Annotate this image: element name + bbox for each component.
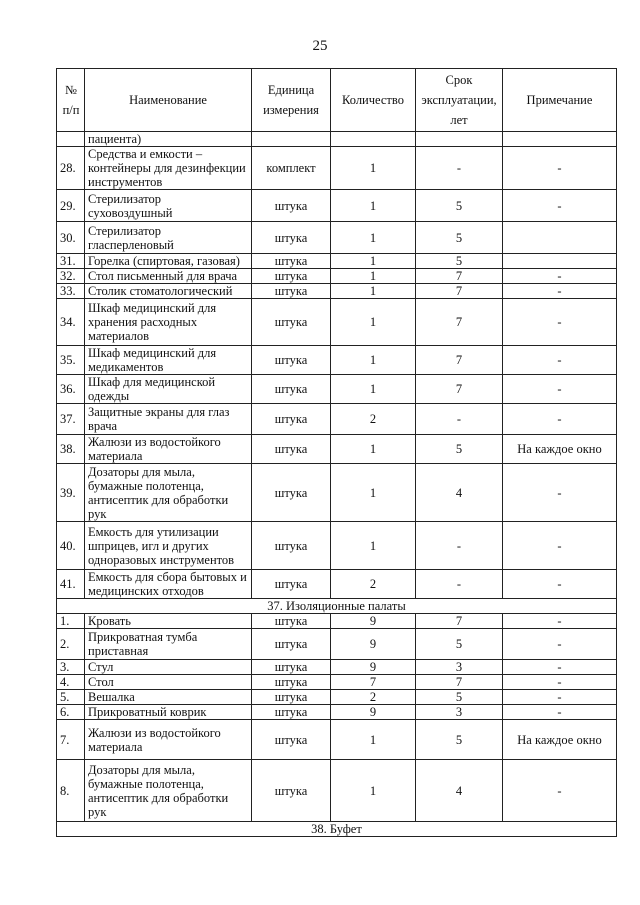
row-name: Стерилизатор гласперленовый — [85, 222, 252, 254]
row-num: 5. — [57, 690, 85, 705]
table-row — [57, 375, 617, 404]
table-row — [57, 299, 617, 346]
row-name: Средства и емкости – контейнеры для дезинфекции инструментов — [85, 147, 252, 190]
row-name: Емкость для сбора бытовых и медицинских отходов — [85, 570, 252, 599]
row-unit: штука — [252, 570, 331, 599]
row-life: 7 — [416, 269, 503, 284]
row-qty: 1 — [331, 346, 416, 375]
row-num: 41. — [57, 570, 85, 599]
row-qty: 9 — [331, 705, 416, 720]
row-life: 7 — [416, 375, 503, 404]
table-row — [57, 760, 617, 822]
row-life: - — [416, 570, 503, 599]
row-unit: штука — [252, 705, 331, 720]
row-qty: 1 — [331, 464, 416, 522]
row-name: Прикроватная тумба приставная — [85, 629, 252, 660]
row-note — [503, 222, 617, 254]
row-name: Емкость для утилизации шприцев, игл и других одноразовых инструментов — [85, 522, 252, 570]
row-qty: 9 — [331, 614, 416, 629]
row-num: 1. — [57, 614, 85, 629]
row-note: - — [503, 522, 617, 570]
row-note: - — [503, 629, 617, 660]
table-row — [57, 222, 617, 254]
row-note: - — [503, 660, 617, 675]
table-row — [57, 720, 617, 760]
table-row — [57, 190, 617, 222]
row-qty: 2 — [331, 404, 416, 435]
continuation-num — [57, 132, 85, 147]
row-name: Стол — [85, 675, 252, 690]
table-row — [57, 284, 617, 299]
row-life: - — [416, 404, 503, 435]
row-note — [503, 254, 617, 269]
row-qty: 1 — [331, 269, 416, 284]
row-note: - — [503, 190, 617, 222]
row-life: 7 — [416, 284, 503, 299]
row-qty: 1 — [331, 147, 416, 190]
row-name: Защитные экраны для глаз врача — [85, 404, 252, 435]
table-row — [57, 705, 617, 720]
row-life: 3 — [416, 660, 503, 675]
row-life: 5 — [416, 190, 503, 222]
row-unit: штука — [252, 522, 331, 570]
row-unit: штука — [252, 629, 331, 660]
row-unit: штука — [252, 254, 331, 269]
row-num: 31. — [57, 254, 85, 269]
row-unit: штука — [252, 269, 331, 284]
row-qty: 1 — [331, 375, 416, 404]
row-life: 7 — [416, 614, 503, 629]
section-row — [57, 822, 617, 837]
row-life: 4 — [416, 760, 503, 822]
row-name: Дозаторы для мыла, бумажные полотенца, антисептик для обработки рук — [85, 760, 252, 822]
row-num: 36. — [57, 375, 85, 404]
row-qty: 1 — [331, 760, 416, 822]
table-row — [57, 464, 617, 522]
row-num: 8. — [57, 760, 85, 822]
row-unit: штука — [252, 190, 331, 222]
row-num: 35. — [57, 346, 85, 375]
row-num: 40. — [57, 522, 85, 570]
row-note: - — [503, 269, 617, 284]
row-life: 5 — [416, 690, 503, 705]
row-unit: штука — [252, 284, 331, 299]
row-qty: 2 — [331, 570, 416, 599]
row-unit: штука — [252, 760, 331, 822]
row-name: Стол письменный для врача — [85, 269, 252, 284]
row-qty: 1 — [331, 522, 416, 570]
row-qty: 7 — [331, 675, 416, 690]
row-num: 33. — [57, 284, 85, 299]
row-note: На каждое окно — [503, 435, 617, 464]
row-note: - — [503, 346, 617, 375]
table-row — [57, 254, 617, 269]
table-row — [57, 346, 617, 375]
table-row — [57, 522, 617, 570]
row-num: 29. — [57, 190, 85, 222]
row-note: - — [503, 375, 617, 404]
row-name: Жалюзи из водостойкого материала — [85, 720, 252, 760]
row-unit: штука — [252, 675, 331, 690]
row-life: 5 — [416, 720, 503, 760]
row-note: - — [503, 464, 617, 522]
row-note: - — [503, 614, 617, 629]
row-note: - — [503, 299, 617, 346]
header-life: Срок эксплуатации, лет — [416, 69, 503, 132]
row-num: 37. — [57, 404, 85, 435]
row-life: - — [416, 522, 503, 570]
row-qty: 1 — [331, 720, 416, 760]
row-note: - — [503, 690, 617, 705]
row-name: Горелка (спиртовая, газовая) — [85, 254, 252, 269]
section-row — [57, 599, 617, 614]
table-row — [57, 435, 617, 464]
row-num: 28. — [57, 147, 85, 190]
row-unit: комплект — [252, 147, 331, 190]
row-name: Шкаф медицинский для хранения расходных материалов — [85, 299, 252, 346]
row-name: Шкаф медицинский для медикаментов — [85, 346, 252, 375]
row-num: 2. — [57, 629, 85, 660]
row-num: 30. — [57, 222, 85, 254]
table-row — [57, 570, 617, 599]
row-life: 5 — [416, 222, 503, 254]
row-qty: 9 — [331, 629, 416, 660]
row-note: На каждое окно — [503, 720, 617, 760]
table-row — [57, 629, 617, 660]
row-name: Кровать — [85, 614, 252, 629]
header-note: Примечание — [503, 69, 617, 132]
row-unit: штука — [252, 299, 331, 346]
row-life: 7 — [416, 675, 503, 690]
row-qty: 1 — [331, 190, 416, 222]
row-qty: 1 — [331, 299, 416, 346]
row-unit: штука — [252, 720, 331, 760]
table-header-row — [57, 69, 617, 132]
row-life: 7 — [416, 299, 503, 346]
section-title-buffet: 38. Буфет — [57, 822, 617, 837]
row-unit: штука — [252, 690, 331, 705]
row-name: Стул — [85, 660, 252, 675]
row-note: - — [503, 147, 617, 190]
row-note: - — [503, 284, 617, 299]
row-num: 39. — [57, 464, 85, 522]
table-row — [57, 660, 617, 675]
row-unit: штука — [252, 464, 331, 522]
row-note: - — [503, 760, 617, 822]
row-note: - — [503, 675, 617, 690]
row-unit: штука — [252, 660, 331, 675]
continuation-row — [57, 132, 617, 147]
row-num: 38. — [57, 435, 85, 464]
row-num: 4. — [57, 675, 85, 690]
row-life: 3 — [416, 705, 503, 720]
row-life: 5 — [416, 629, 503, 660]
row-life: 5 — [416, 254, 503, 269]
header-unit: Единица измерения — [252, 69, 331, 132]
row-name: Шкаф для медицинской одежды — [85, 375, 252, 404]
row-unit: штука — [252, 435, 331, 464]
row-name: Прикроватный коврик — [85, 705, 252, 720]
table-row — [57, 614, 617, 629]
row-unit: штука — [252, 404, 331, 435]
table-row — [57, 675, 617, 690]
row-name: Жалюзи из водостойкого материала — [85, 435, 252, 464]
page-number: 25 — [312, 38, 328, 54]
row-life: - — [416, 147, 503, 190]
row-name: Стерилизатор суховоздушный — [85, 190, 252, 222]
row-unit: штука — [252, 614, 331, 629]
row-life: 7 — [416, 346, 503, 375]
continuation-text: пациента) — [85, 132, 252, 147]
table-row — [57, 690, 617, 705]
header-qty: Количество — [331, 69, 416, 132]
row-unit: штука — [252, 346, 331, 375]
row-name: Столик стоматологический — [85, 284, 252, 299]
row-name: Вешалка — [85, 690, 252, 705]
row-note: - — [503, 705, 617, 720]
row-num: 6. — [57, 705, 85, 720]
row-num: 3. — [57, 660, 85, 675]
row-note: - — [503, 570, 617, 599]
row-unit: штука — [252, 375, 331, 404]
equipment-table — [56, 68, 617, 837]
row-qty: 1 — [331, 435, 416, 464]
table-row — [57, 269, 617, 284]
table-row — [57, 147, 617, 190]
table-row — [57, 404, 617, 435]
row-qty: 1 — [331, 284, 416, 299]
row-life: 4 — [416, 464, 503, 522]
section-title-isolation-wards: 37. Изоляционные палаты — [57, 599, 617, 614]
header-num: № п/п — [57, 69, 85, 132]
row-life: 5 — [416, 435, 503, 464]
row-qty: 1 — [331, 222, 416, 254]
row-name: Дозаторы для мыла, бумажные полотенца, антисептик для обработки рук — [85, 464, 252, 522]
header-name: Наименование — [85, 69, 252, 132]
row-num: 7. — [57, 720, 85, 760]
row-num: 32. — [57, 269, 85, 284]
row-qty: 9 — [331, 660, 416, 675]
row-unit: штука — [252, 222, 331, 254]
row-qty: 2 — [331, 690, 416, 705]
row-qty: 1 — [331, 254, 416, 269]
row-note: - — [503, 404, 617, 435]
row-num: 34. — [57, 299, 85, 346]
